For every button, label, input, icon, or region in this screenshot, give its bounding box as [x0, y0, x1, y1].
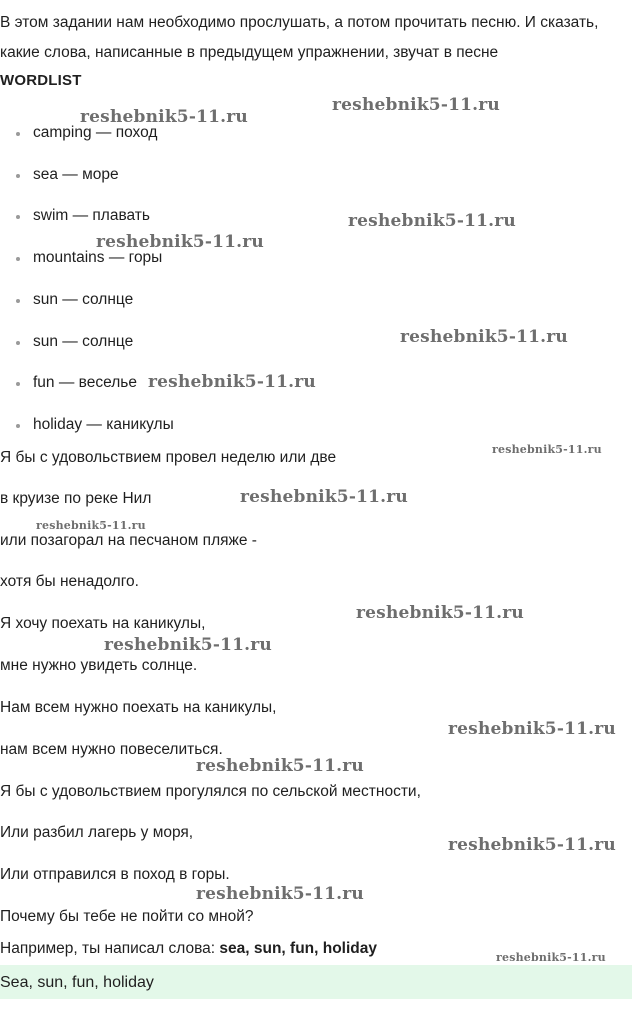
song-line: Или отправился в поход в горы. — [0, 866, 230, 883]
bullet-icon — [16, 341, 20, 345]
song-line: Нам всем нужно поехать на каникулы, — [0, 699, 277, 716]
watermark: reshebnik5-11.ru — [104, 635, 272, 655]
list-item-text: holiday — каникулы — [33, 416, 174, 433]
song-line: мне нужно увидеть солнце. — [0, 657, 198, 674]
intro-text: В этом задании нам необходимо прослушать, а потом прочитать песню. И сказать, какие слова, написанные в предыдущем упражнении, звучат в песне — [0, 14, 599, 61]
watermark: reshebnik5-11.ru — [96, 232, 264, 252]
watermark: reshebnik5-11.ru — [492, 443, 602, 456]
bullet-icon — [16, 257, 20, 261]
answer-text: Sea, sun, fun, holiday — [0, 974, 154, 991]
bullet-icon — [16, 299, 20, 303]
song-line: хотя бы ненадолго. — [0, 573, 139, 590]
watermark: reshebnik5-11.ru — [240, 487, 408, 507]
song-line: в круизе по реке Нил — [0, 490, 152, 507]
song-line: Я бы с удовольствием провел неделю или две — [0, 449, 337, 466]
watermark: reshebnik5-11.ru — [448, 719, 616, 739]
example-prefix: Например, ты написал слова: — [0, 940, 220, 957]
example-words: sea, sun, fun, holiday — [219, 940, 378, 957]
bullet-icon — [16, 174, 20, 178]
watermark: reshebnik5-11.ru — [496, 951, 606, 964]
song-line: нам всем нужно повеселиться. — [0, 741, 223, 758]
list-item-text: fun — веселье — [33, 374, 137, 391]
list-item-text: swim — плавать — [33, 207, 150, 224]
song-line: Почему бы тебе не пойти со мной? — [0, 908, 254, 925]
watermark: reshebnik5-11.ru — [356, 603, 524, 623]
watermark: reshebnik5-11.ru — [36, 519, 146, 532]
list-item-text: sun — солнце — [33, 333, 134, 350]
bullet-icon — [16, 424, 20, 428]
watermark: reshebnik5-11.ru — [148, 372, 316, 392]
watermark: reshebnik5-11.ru — [448, 835, 616, 855]
wordlist-heading: WORDLIST — [0, 72, 82, 89]
list-item-text: sea — море — [33, 166, 119, 183]
list-item-text: sun — солнце — [33, 291, 134, 308]
list-item-text: camping — поход — [33, 124, 158, 141]
watermark: reshebnik5-11.ru — [348, 211, 516, 231]
song-line: Я бы с удовольствием прогулялся по сельской местности, — [0, 783, 421, 800]
bullet-icon — [16, 132, 20, 136]
list-item-text: mountains — горы — [33, 249, 163, 266]
example-line — [0, 940, 377, 959]
song-line: Или разбил лагерь у моря, — [0, 824, 194, 841]
watermark: reshebnik5-11.ru — [332, 95, 500, 115]
song-line: Я хочу поехать на каникулы, — [0, 615, 206, 632]
answer-box — [0, 965, 632, 999]
watermark: reshebnik5-11.ru — [196, 884, 364, 904]
bullet-icon — [16, 215, 20, 219]
watermark: reshebnik5-11.ru — [196, 756, 364, 776]
bullet-icon — [16, 382, 20, 386]
watermark: reshebnik5-11.ru — [400, 327, 568, 347]
song-line: или позагорал на песчаном пляже - — [0, 532, 257, 549]
watermark: reshebnik5-11.ru — [80, 107, 248, 127]
